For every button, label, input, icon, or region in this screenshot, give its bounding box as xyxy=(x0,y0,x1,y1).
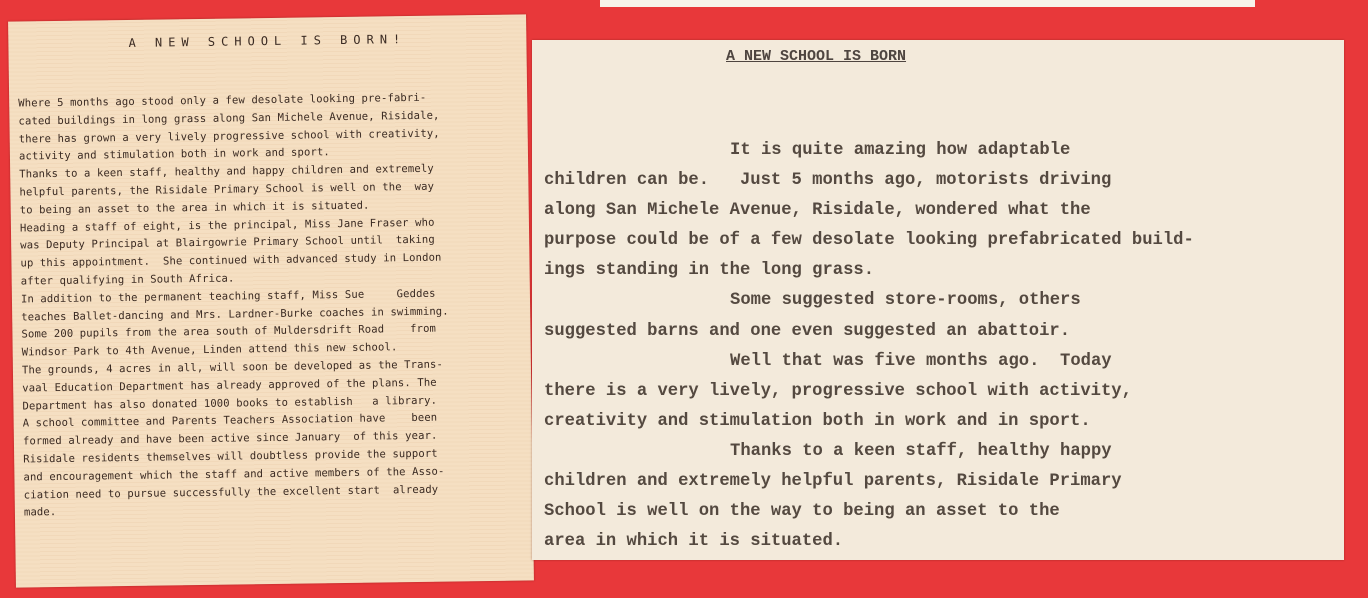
text-line: suggested barns and one even suggested an abattoir. xyxy=(544,321,1071,341)
text-line: Windsor Park to 4th Avenue, Linden attend this new school. xyxy=(21,341,398,359)
text-line: there has grown a very lively progressive school with creativity, xyxy=(18,127,440,146)
text-line: ings standing in the long grass. xyxy=(544,261,875,281)
text-line: ciation need to pursue successfully the excellent start already xyxy=(23,483,439,502)
text-line: Thanks to a keen staff, healthy happy xyxy=(730,441,1112,461)
text-line: Heading a staff of eight, is the principal, Miss Jane Fraser who xyxy=(19,216,435,235)
text-line: along San Michele Avenue, Risidale, wondered what the xyxy=(544,201,1091,221)
text-line: children and extremely helpful parents, Risidale Primary xyxy=(544,472,1122,492)
text-line: children can be. Just 5 months ago, motorists driving xyxy=(544,171,1112,191)
text-line: In addition to the permanent teaching staff, Miss Sue Geddes xyxy=(20,287,436,306)
right-sheet-title: A NEW SCHOOL IS BORN xyxy=(726,48,907,65)
text-line: purpose could be of a few desolate looking prefabricated build- xyxy=(544,231,1194,251)
left-newspaper-clipping xyxy=(8,14,534,587)
text-line: vaal Education Department has already approved of the plans. The xyxy=(22,376,437,395)
text-line: area in which it is situated. xyxy=(544,532,844,552)
text-line: formed already and have been active since January of this year. xyxy=(22,429,438,448)
text-line: Department has also donated 1000 books to establish a library. xyxy=(22,394,438,413)
text-line: was Deputy Principal at Blairgowrie Primary School until taking xyxy=(20,234,435,252)
text-line: cated buildings in long grass along San Michele Avenue, Risidale, xyxy=(18,109,440,128)
left-clipping-body xyxy=(18,88,529,522)
text-line: up this appointment. She continued with advanced study in London xyxy=(20,251,442,270)
right-typed-sheet xyxy=(532,40,1344,560)
text-line: School is well on the way to being an asset to the xyxy=(544,502,1060,522)
text-line: there is a very lively, progressive school with activity, xyxy=(544,381,1132,401)
text-line: The grounds, 4 acres in all, will soon be developed as the Trans- xyxy=(21,358,444,377)
text-line: creativity and stimulation both in work and in sport. xyxy=(544,411,1091,431)
left-clipping-title: A NEW SCHOOL IS BORN! xyxy=(128,32,407,50)
text-line: Some suggested store-rooms, others xyxy=(730,291,1081,311)
text-line: Thanks to a keen staff, healthy and happy children and extremely xyxy=(19,162,434,181)
text-line: after qualifying in South Africa. xyxy=(20,272,235,288)
text-line: It is quite amazing how adaptable xyxy=(730,141,1071,160)
right-sheet-body xyxy=(544,136,1334,557)
text-line: Risidale residents themselves will doubtless provide the support xyxy=(23,447,438,466)
text-line: Well that was five months ago. Today xyxy=(730,351,1112,371)
top-paper-strip xyxy=(600,0,1255,7)
text-line: teaches Ballet-dancing and Mrs. Lardner-Burke coaches in swimming. xyxy=(21,305,449,324)
text-line: A school committee and Parents Teachers Association have been xyxy=(22,412,438,430)
text-line: activity and stimulation both in work and sport. xyxy=(18,146,330,163)
text-line: helpful parents, the Risidale Primary School is well on the way xyxy=(19,180,435,199)
text-line: and encouragement which the staff and active members of the Asso- xyxy=(23,465,445,484)
text-line: Some 200 pupils from the area south of Muldersdrift Road from xyxy=(21,323,437,341)
text-line: made. xyxy=(23,506,57,519)
text-line: Where 5 months ago stood only a few desolate looking pre-fabri- xyxy=(18,91,427,110)
text-line: to being an asset to the area in which it is situated. xyxy=(19,199,370,217)
